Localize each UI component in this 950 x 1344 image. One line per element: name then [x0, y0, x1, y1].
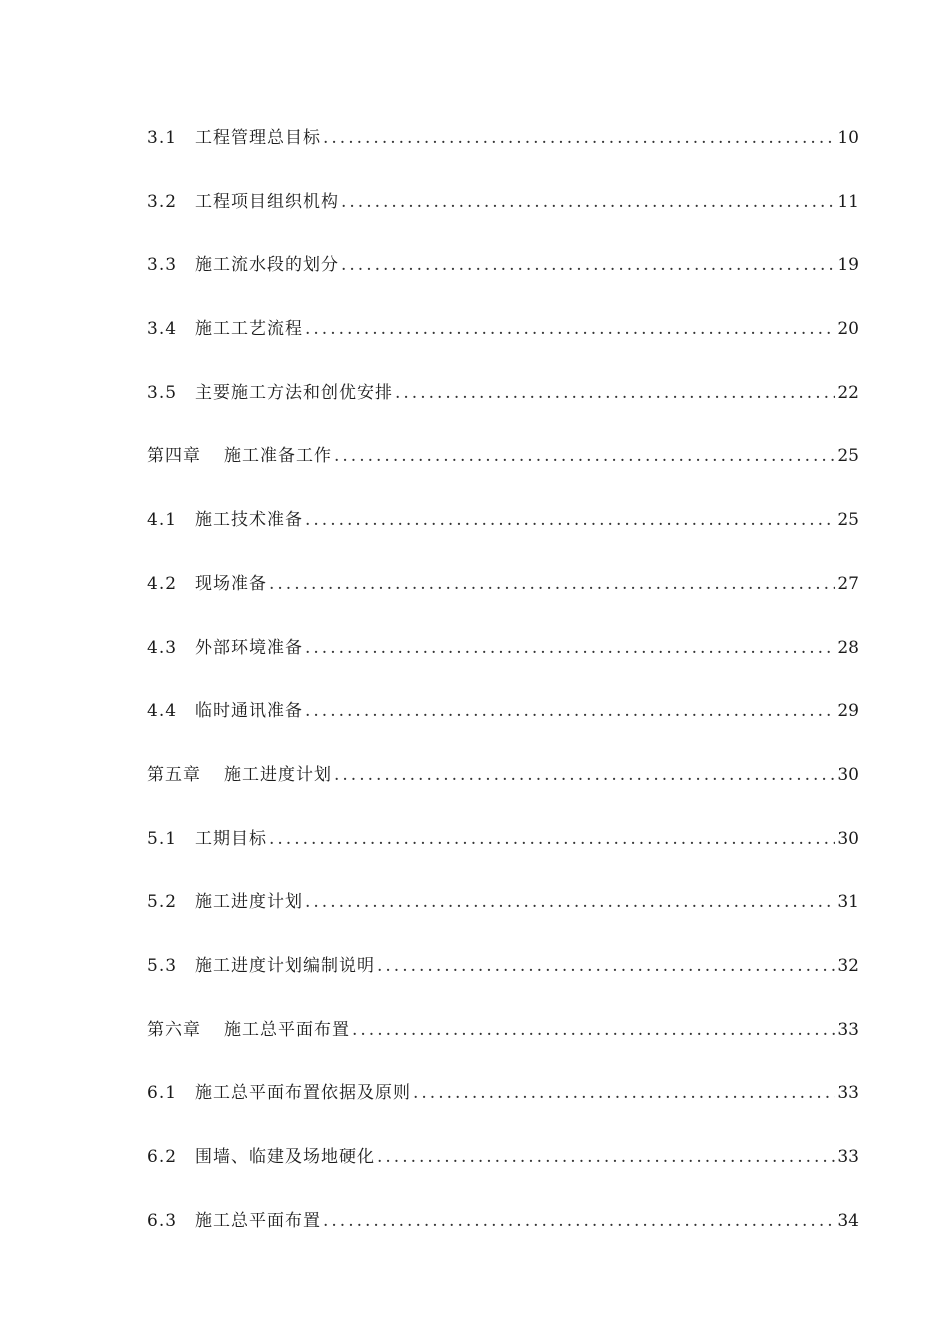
- toc-entry-number: 4.4: [147, 701, 178, 722]
- dot-leader: [323, 1190, 835, 1254]
- toc-entry[interactable]: [147, 107, 859, 171]
- toc-entry-title: 施工技术准备: [195, 510, 303, 531]
- toc-entry[interactable]: [147, 171, 859, 235]
- dot-leader: [395, 362, 835, 426]
- toc-entry-title: 工程项目组织机构: [195, 191, 339, 212]
- toc-chapter-number: 第五章: [147, 764, 201, 785]
- toc-entry-number: 3.4: [147, 319, 178, 340]
- toc-entry-title: 现场准备: [195, 573, 267, 594]
- toc-entry-title: 施工工艺流程: [195, 319, 303, 340]
- dot-leader: [305, 617, 835, 681]
- toc-entry-number: 6.1: [147, 1083, 178, 1104]
- toc-entry-page: 28: [837, 637, 859, 658]
- dot-leader: [305, 680, 835, 744]
- toc-entry-title: 施工总平面布置依据及原则: [195, 1083, 411, 1104]
- dot-leader: [305, 489, 835, 553]
- toc-entry-page: 11: [837, 191, 859, 212]
- toc-entry-number: 5.3: [147, 955, 178, 976]
- toc-entry[interactable]: [147, 298, 859, 362]
- toc-entry-page: 25: [837, 510, 859, 531]
- toc-entry[interactable]: [147, 489, 859, 553]
- dot-leader: [305, 298, 835, 362]
- dot-leader: [352, 999, 835, 1063]
- dot-leader: [305, 871, 835, 935]
- toc-entry-title: 工程管理总目标: [195, 128, 321, 148]
- toc-entry-page: 27: [837, 573, 859, 594]
- toc-entry-page: 22: [837, 382, 859, 403]
- dot-leader: [377, 935, 835, 999]
- toc-entry-page: 31: [837, 892, 859, 913]
- toc-entry-page: 33: [837, 1083, 859, 1104]
- toc-entry[interactable]: [147, 1062, 859, 1126]
- toc-entry-title: 工期目标: [195, 828, 267, 849]
- toc-entry-title: 施工总平面布置: [224, 1019, 350, 1040]
- toc-entry-title: 施工准备工作: [224, 446, 332, 467]
- toc-entry[interactable]: [147, 234, 859, 298]
- dot-leader: [341, 171, 835, 235]
- toc-entry-number: 4.1: [147, 510, 178, 531]
- toc-entry-page: 32: [837, 955, 859, 976]
- toc-entry-number: 6.2: [147, 1147, 178, 1167]
- toc-entry-number: 4.2: [147, 573, 178, 594]
- toc-entry-number: 3.2: [147, 191, 178, 212]
- toc-entry[interactable]: [147, 808, 859, 872]
- toc-chapter-entry[interactable]: [147, 425, 859, 489]
- toc-entry[interactable]: [147, 553, 859, 617]
- toc-entry-page: 29: [837, 701, 859, 722]
- toc-entry-title: 主要施工方法和创优安排: [195, 382, 393, 403]
- toc-entry-title: 施工进度计划: [224, 764, 332, 785]
- toc-entry-number: 3.3: [147, 255, 178, 276]
- toc-chapter-number: 第六章: [147, 1019, 201, 1040]
- toc-entry-title: 施工流水段的划分: [195, 255, 339, 276]
- toc-chapter-number: 第四章: [147, 446, 201, 467]
- dot-leader: [334, 744, 835, 808]
- toc-entry-number: 3.5: [147, 382, 178, 403]
- toc-entry-page: 10: [837, 128, 859, 148]
- toc-entry-number: 5.1: [147, 828, 178, 849]
- toc-entry-title: 施工总平面布置: [195, 1210, 321, 1231]
- toc-entry-number: 5.2: [147, 892, 178, 913]
- toc-entry-page: 19: [837, 255, 859, 276]
- dot-leader: [341, 234, 835, 298]
- toc-entry[interactable]: [147, 1126, 859, 1190]
- toc-entry-page: 25: [837, 446, 859, 467]
- toc-entry[interactable]: [147, 617, 859, 681]
- toc-entry-page: 33: [837, 1019, 859, 1040]
- dot-leader: [334, 425, 835, 489]
- toc-chapter-entry[interactable]: [147, 744, 859, 808]
- dot-leader: [269, 553, 835, 617]
- dot-leader: [413, 1062, 835, 1126]
- toc-entry-title: 施工进度计划: [195, 892, 303, 913]
- toc-entry-title: 施工进度计划编制说明: [195, 955, 375, 976]
- toc-entry-page: 30: [837, 828, 859, 849]
- toc-entry-title: 围墙、临建及场地硬化: [195, 1147, 375, 1167]
- toc-entry-page: 20: [837, 319, 859, 340]
- toc-chapter-entry[interactable]: [147, 999, 859, 1063]
- toc-entry[interactable]: [147, 680, 859, 744]
- dot-leader: [377, 1126, 835, 1190]
- toc-entry-page: 33: [837, 1147, 859, 1167]
- dot-leader: [269, 808, 835, 872]
- toc-entry[interactable]: [147, 362, 859, 426]
- toc-entry-title: 临时通讯准备: [195, 701, 303, 722]
- toc-entry-page: 34: [837, 1210, 859, 1231]
- toc-entry[interactable]: [147, 935, 859, 999]
- toc-entry-number: 3.1: [147, 128, 178, 148]
- toc-entry-title: 外部环境准备: [195, 637, 303, 658]
- table-of-contents: [147, 107, 859, 1253]
- toc-entry-number: 6.3: [147, 1210, 178, 1231]
- dot-leader: [323, 107, 835, 171]
- toc-entry-number: 4.3: [147, 637, 178, 658]
- toc-entry[interactable]: [147, 871, 859, 935]
- toc-entry-page: 30: [837, 764, 859, 785]
- toc-entry[interactable]: [147, 1190, 859, 1254]
